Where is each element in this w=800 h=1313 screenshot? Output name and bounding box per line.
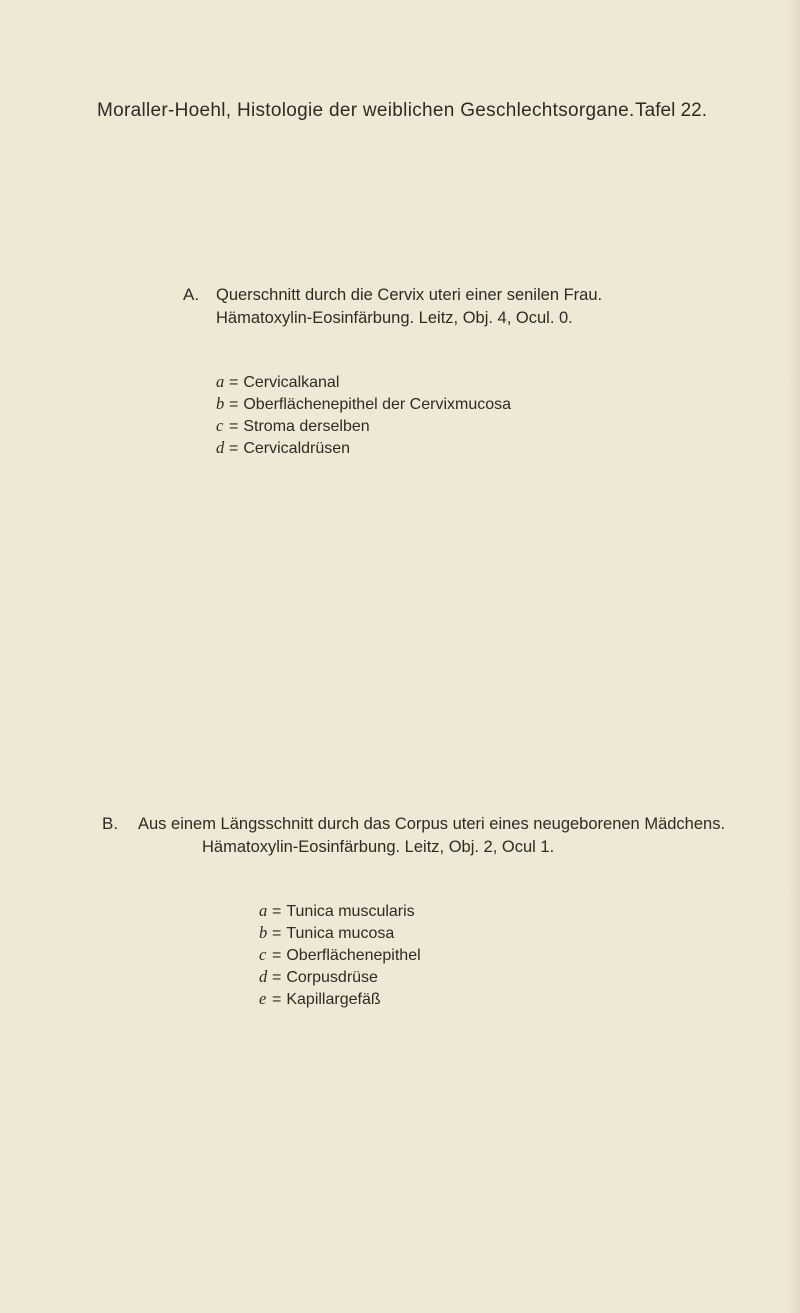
section-a-legend <box>216 371 511 459</box>
legend-separator: = <box>272 947 282 964</box>
legend-text: Tunica muscularis <box>286 903 415 920</box>
legend-key: b <box>216 394 225 413</box>
legend-item <box>216 371 511 393</box>
section-b-heading <box>102 812 792 836</box>
section-b-subtitle: Hämatoxylin-Eosinfärbung. Leitz, Obj. 2, Ocul 1. <box>202 838 555 856</box>
legend-text: Corpusdrüse <box>286 969 378 986</box>
legend-text: Cervicalkanal <box>243 374 340 391</box>
legend-item <box>259 988 421 1010</box>
legend-key: c <box>259 945 267 964</box>
legend-key: c <box>216 416 224 435</box>
legend-separator: = <box>229 374 239 391</box>
legend-text: Oberflächenepithel der Cervixmucosa <box>243 396 512 413</box>
legend-item <box>216 415 511 437</box>
page-edge-shadow <box>786 0 800 1313</box>
section-a-title: Querschnitt durch die Cervix uteri einer senilen Frau. <box>216 286 603 304</box>
legend-key: d <box>216 438 225 457</box>
legend-key: d <box>259 967 268 986</box>
legend-key: a <box>216 372 225 391</box>
legend-item <box>259 944 421 966</box>
legend-key: a <box>259 901 268 920</box>
legend-text: Tunica mucosa <box>286 925 395 942</box>
section-a-heading <box>183 283 783 307</box>
section-b-title: Aus einem Längsschnitt durch das Corpus uteri eines neugeborenen Mädchens. <box>138 815 726 833</box>
legend-separator: = <box>229 396 239 413</box>
running-header <box>97 100 707 130</box>
section-b-legend <box>259 900 421 1010</box>
section-b <box>102 812 792 859</box>
legend-text: Stroma derselben <box>243 418 370 435</box>
legend-text: Cervicaldrüsen <box>243 440 351 457</box>
legend-text: Oberflächenepithel <box>286 947 421 964</box>
legend-item <box>259 900 421 922</box>
header-plate-number: Tafel 22. <box>635 100 707 121</box>
section-a-subtitle: Hämatoxylin-Eosinfärbung. Leitz, Obj. 4, Ocul. 0. <box>216 309 573 327</box>
legend-item <box>216 437 511 459</box>
legend-item <box>216 393 511 415</box>
legend-text: Kapillargefäß <box>286 991 381 1008</box>
legend-separator: = <box>272 969 282 986</box>
legend-key: b <box>259 923 268 942</box>
legend-separator: = <box>272 903 282 920</box>
section-a <box>183 283 783 330</box>
legend-separator: = <box>272 991 282 1008</box>
section-a-letter: A. <box>183 285 200 304</box>
legend-separator: = <box>272 925 282 942</box>
header-book-title: Moraller-Hoehl, Histologie der weiblichen Geschlechtsorgane. <box>97 100 635 121</box>
legend-item <box>259 922 421 944</box>
legend-separator: = <box>229 440 239 457</box>
legend-item <box>259 966 421 988</box>
legend-key: e <box>259 989 267 1008</box>
section-b-letter: B. <box>102 814 119 833</box>
legend-separator: = <box>229 418 239 435</box>
